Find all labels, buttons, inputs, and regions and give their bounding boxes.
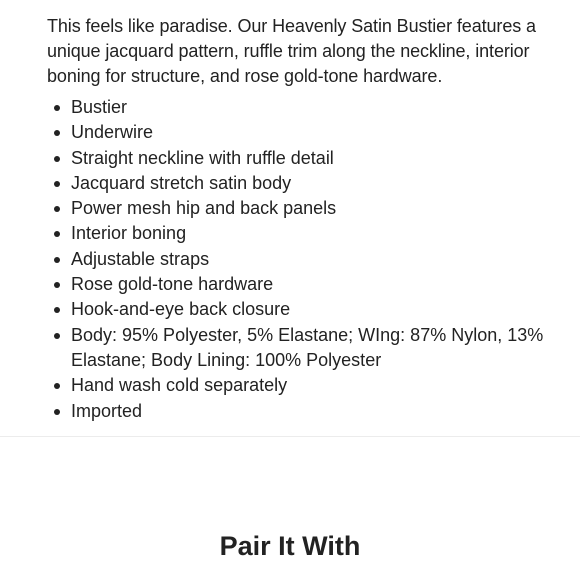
list-item: Rose gold-tone hardware <box>47 272 547 297</box>
section-divider <box>0 436 580 437</box>
list-item: Body: 95% Polyester, 5% Elastane; WIng: 87% Nylon, 13% Elastane; Body Lining: 100% Polyester <box>47 323 547 374</box>
list-item: Jacquard stretch satin body <box>47 171 547 196</box>
list-item: Power mesh hip and back panels <box>47 196 547 221</box>
list-item: Straight neckline with ruffle detail <box>47 146 547 171</box>
list-item: Imported <box>47 399 547 424</box>
list-item: Hook-and-eye back closure <box>47 297 547 322</box>
list-item: Interior boning <box>47 221 547 246</box>
list-item: Hand wash cold separately <box>47 373 547 398</box>
list-item: Bustier <box>47 95 547 120</box>
pair-it-with-heading: Pair It With <box>219 531 361 561</box>
product-description: This feels like paradise. Our Heavenly Satin Bustier features a unique jacquard pattern, ruffle trim along the neckline, interior boning for structure, and rose gold-tone hardware. <box>47 16 536 86</box>
product-feature-list <box>47 95 547 424</box>
list-item: Adjustable straps <box>47 247 547 272</box>
list-item: Underwire <box>47 120 547 145</box>
